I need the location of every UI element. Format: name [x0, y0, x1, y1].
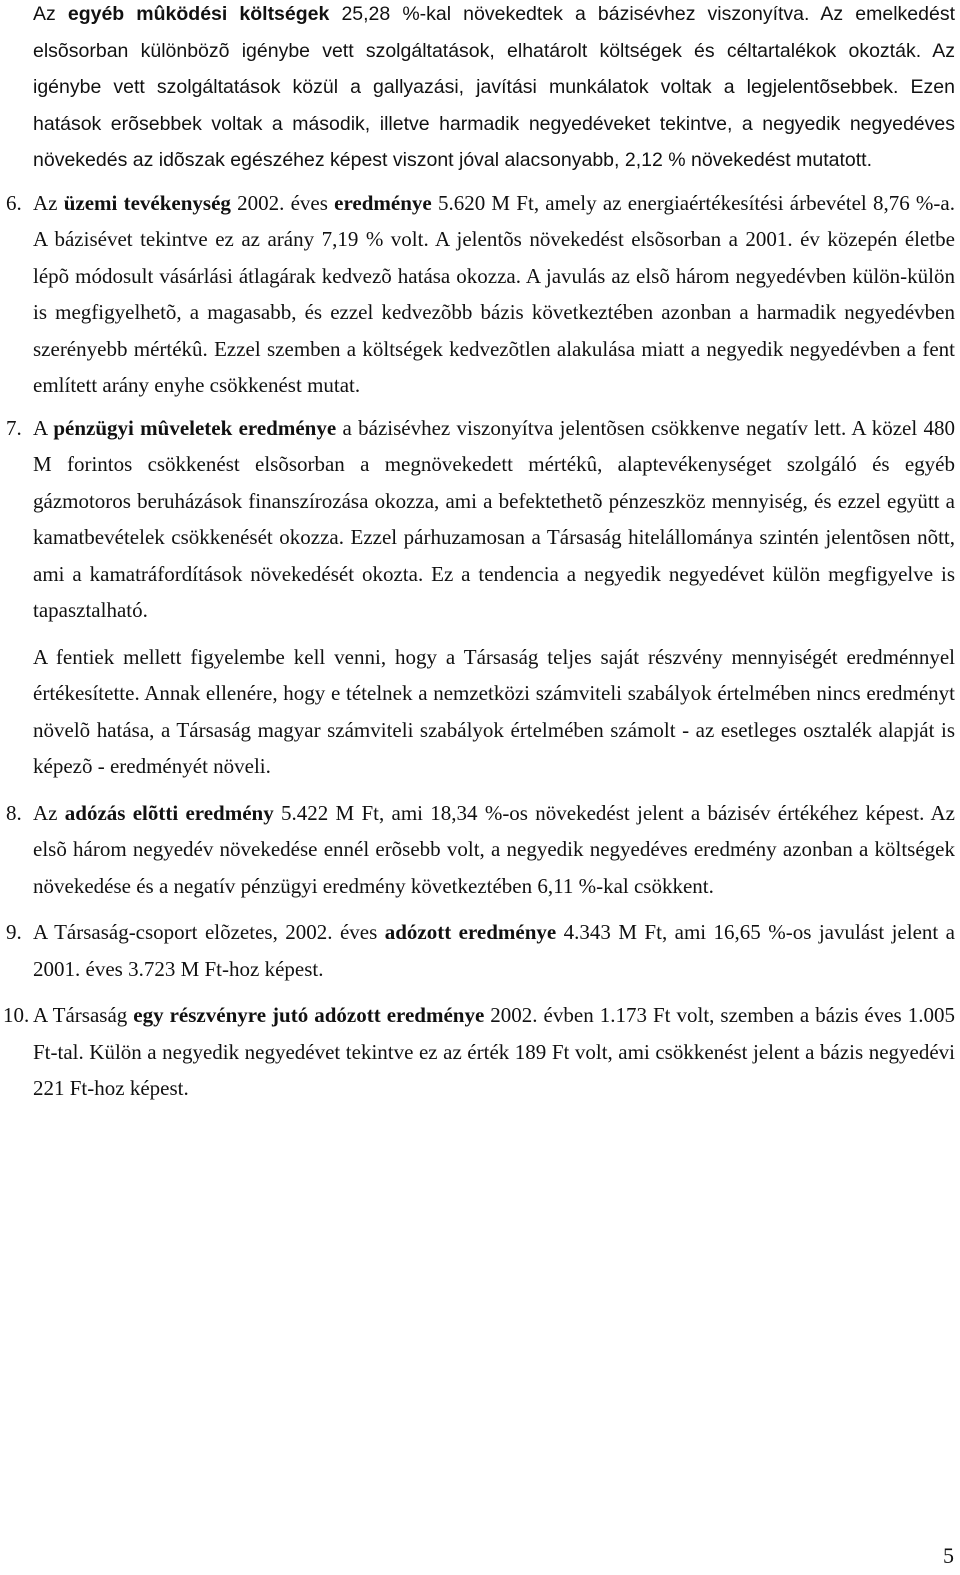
text-run: 4.343 M Ft, ami 16,65 %-os javulást jelent a 2001. éves 3.723 M Ft-hoz képest. [33, 920, 955, 981]
bold-term: adózott eredménye [384, 920, 557, 944]
item-number: 7. [6, 415, 22, 440]
list-item-10 [3, 997, 955, 1107]
bold-term: üzemi tevékenység [63, 190, 231, 215]
bold-term: egy részvényre jutó adózott eredménye [133, 1003, 485, 1027]
item-number: 6. [6, 190, 22, 215]
bold-term: pénzügyi mûveletek eredménye [53, 415, 337, 440]
text-run: A [33, 415, 54, 440]
paragraph-other-operating-costs [33, 0, 955, 179]
list-item-8 [6, 795, 955, 905]
bold-term: egyéb mûködési költségek [67, 3, 330, 25]
text-run: a bázisévhez viszonyítva jelentõsen csökkenve negatív lett. A közel 480 M forintos csökkenést elsõsorban a megnövekedett mértékû, alaptevékenységet szolgáló és egyéb gázmotoros beruházások finanszírozása okozza, ami a befektethetõ pénzeszköz mennyiség, és ezzel együtt a kamatbevételek csökkenését okozza. Ezzel párhuzamosan a Társaság hitelállománya szintén jelentõsen nõtt, ami a kamatráfordítások növekedését okozta. Ez a tendencia a negyedik negyedévet külön megfigyelve is tapasztalható. [33, 415, 956, 622]
text-run: A Társaság [33, 1003, 134, 1027]
text-run: A Társaság-csoport elõzetes, 2002. éves [33, 920, 385, 944]
document-page [3, 0, 956, 1107]
item-number: 10. [3, 1003, 30, 1027]
text-run: 2002. éves [230, 190, 335, 215]
bold-term: adózás elõtti eredmény [64, 800, 274, 825]
text-run: 2002. évben 1.173 Ft volt, szemben a bázis éves 1.005 Ft-tal. Külön a negyedik negyedévet tekintve ez az érték 189 Ft volt, ami csökkenést jelent a bázis negyedévi 221 Ft-hoz képest. [33, 1003, 955, 1100]
text-run: Az [33, 190, 64, 215]
text-run: 5.422 M Ft, ami 18,34 %-os növekedést jelent a bázisév értékéhez képest. Az elsõ három negyedév növekedése ennél erõsebb volt, a negyedik negyedéves eredmény azonban a költségek növekedése és a negatív pénzügyi eredmény következtében 6,11 %-kal csökkent. [33, 800, 955, 898]
list-item-9 [6, 914, 955, 987]
text-run: Az [33, 3, 68, 25]
list-item-7 [6, 410, 956, 629]
bold-term: eredménye [334, 190, 432, 215]
list-item-6 [6, 185, 955, 404]
page-number: 5 [943, 1543, 954, 1568]
text-run: Az [33, 800, 65, 825]
text-run: 25,28 %-kal növekedtek a bázisévhez viszonyítva. Az emelkedést elsõsorban különbözõ igénybe vett szolgáltatások, elhatárolt költségek és céltartalékok okozták. Az igénybe vett szolgáltatások közül a gallyazási, javítási munkálatok voltak a legjelentõsebbek. Ezen hatások erõsebbek voltak a második, illetve harmadik negyedéveket tekintve, a negyedik negyedéves növekedés az idõszak egészéhez képest viszont jóval alacsonyabb, 2,12 % növekedést mutatott. [33, 3, 955, 171]
item-number: 8. [6, 800, 22, 825]
item-number: 9. [6, 920, 22, 944]
text-run: 5.620 M Ft, amely az energiaértékesítési árbevétel 8,76 %-a. A bázisévet tekintve ez az arány 7,19 % volt. A jelentõs növekedést elsõsorban a 2001. év közepén életbe lépõ módosult vásárlási átlagárak kedvezõ hatása okozza. A javulás az elsõ három negyedévben külön-külön is megfigyelhetõ, a magasabb, és ezzel kedvezõbb bázis következtében azonban a harmadik negyedévben szerényebb mértékû. Ezzel szemben a költségek kedvezõtlen alakulása miatt a negyedik negyedévben a fent említett arány enyhe csökkenést mutat. [33, 190, 955, 397]
paragraph-own-shares: A fentiek mellett figyelembe kell venni, hogy a Társaság teljes saját részvény mennyiségét eredménnyel értékesítette. Annak ellenére, hogy e tételnek a nemzetközi számviteli szabályok értelmében nincs eredményt növelõ hatása, a Társaság magyar számviteli szabályok értelmében számolt - az esetleges osztalék alapját is képezõ - eredményét növeli. [33, 644, 955, 778]
